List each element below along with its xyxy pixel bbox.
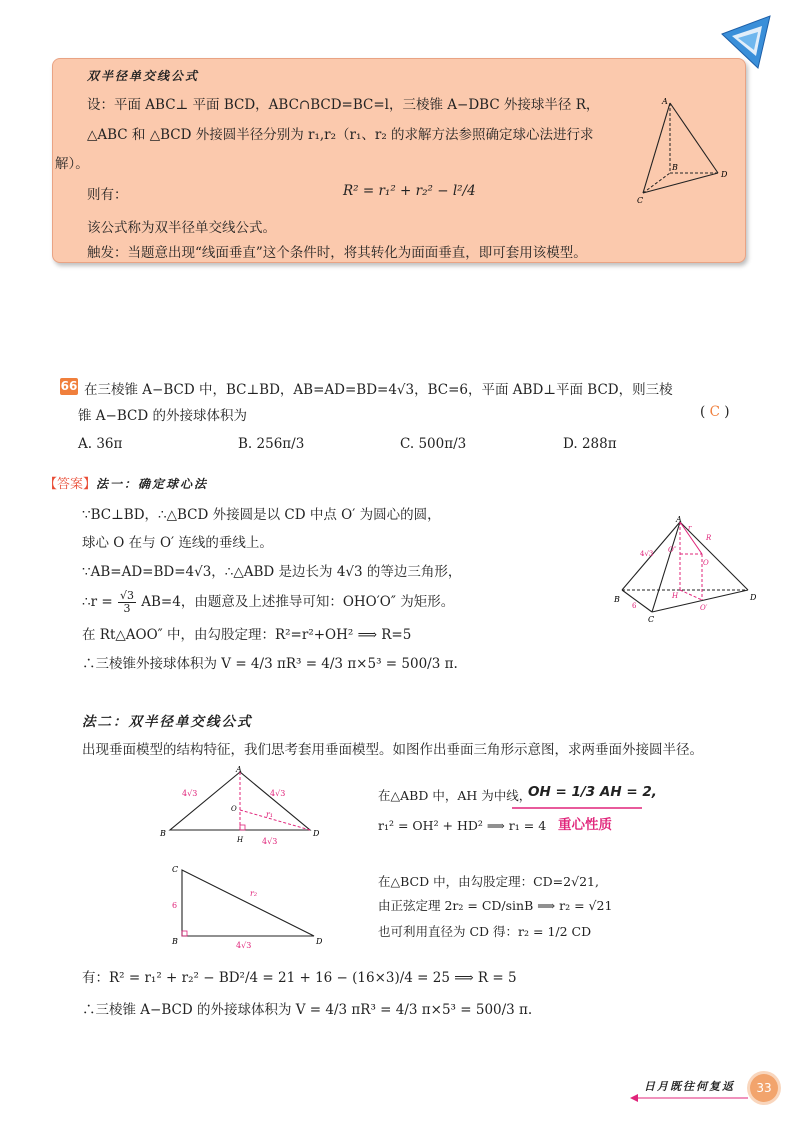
svg-text:C: C [172, 865, 179, 874]
fig1-label-b: B [672, 163, 678, 172]
option-c[interactable]: C. 500π/3 [400, 436, 467, 452]
answer-bracket: ( C ) [700, 404, 730, 420]
question-number: 66 [60, 379, 78, 393]
svg-text:D: D [316, 937, 323, 946]
fig1-label-d: D [721, 170, 728, 179]
note2-b: 由正弦定理 2r₂ = CD/sinB ⟹ r₂ = √21 [378, 898, 613, 913]
note1-c: r₁² = OH² + HD² ⟹ r₁ = 4 [378, 818, 547, 833]
svg-text:H: H [672, 592, 679, 600]
tetrahedron-figure-2 [610, 512, 760, 624]
fig1-label-a: A [662, 97, 668, 106]
sol1-line5: 在 Rt△AOO″ 中，由勾股定理：R²=r²+OH² ⟹ R=5 [82, 627, 412, 643]
formula-title: 双半径单交线公式 [87, 69, 200, 83]
sol1-line6: ∴三棱锥外接球体积为 V = 4/3 πR³ = 4/3 π×5³ = 500/3 π. [82, 656, 458, 672]
svg-text:A: A [236, 765, 242, 774]
svg-text:A: A [676, 515, 682, 524]
svg-text:4√3: 4√3 [236, 941, 252, 950]
svg-text:D: D [313, 829, 320, 838]
svg-text:6: 6 [172, 901, 178, 910]
note1-d: 重心性质 [558, 817, 612, 833]
page-number: 33 [750, 1074, 778, 1102]
svg-text:4√3: 4√3 [640, 550, 654, 558]
note1-b: OH = 1/3 AH = 2, [528, 784, 657, 800]
svg-text:r₂: r₂ [250, 889, 258, 898]
svg-text:r: r [688, 524, 692, 532]
formula-line3: 解）。 [55, 156, 89, 172]
note2-c: 也可利用直径为 CD 得：r₂ = 1/2 CD [378, 924, 592, 939]
svg-text:r₁: r₁ [266, 810, 274, 819]
formula-box [52, 58, 746, 263]
svg-text:4√3: 4√3 [182, 789, 198, 798]
svg-text:6: 6 [632, 602, 637, 610]
option-d[interactable]: D. 288π [563, 436, 617, 452]
formula-line1: 设：平面 ABC⊥ 平面 BCD，ABC∩BCD=BC=l，三棱锥 A−DBC 外接球半径 R， [87, 97, 600, 113]
problem-text-line1: 在三棱锥 A−BCD 中，BC⊥BD，AB=AD=BD=4√3，BC=6，平面 ABD⊥平面 BCD，则三棱 [84, 382, 673, 398]
svg-text:4√3: 4√3 [262, 837, 278, 846]
triangle-abd-figure [156, 764, 336, 848]
svg-text:D: D [750, 593, 757, 602]
fig1-label-c: C [637, 196, 644, 205]
svg-text:R: R [706, 534, 712, 542]
formula-line2: △ABC 和 △BCD 外接圆半径分别为 r₁,r₂（r₁、r₂ 的求解方法参照确定球心法进行求 [87, 127, 594, 143]
solution1-heading: 【答案】法一：确定球心法 [44, 477, 209, 492]
svg-text:O: O [703, 559, 709, 567]
sol1-line1: ∵BC⊥BD，∴△BCD 外接圆是以 CD 中点 O′ 为圆心的圆， [82, 507, 441, 523]
answer-value: C [709, 404, 720, 420]
problem-text-line2: 锥 A−BCD 的外接球体积为 [78, 408, 247, 424]
formula-line4: 则有： [87, 187, 128, 203]
formula-main: R² = r₁² + r₂² − l²/4 [343, 183, 476, 199]
sol2-intro: 出现垂面模型的结构特征，我们思考套用垂面模型。如图作出垂面三角形示意图，求两垂面外接圆半径。 [82, 742, 703, 758]
formula-line5: 该公式称为双半径单交线公式。 [87, 220, 276, 236]
svg-text:C: C [648, 615, 655, 624]
sol1-line4: ∴r = $\frac{√3}{3}$ AB=4，由题意及上述推导可知：OHO′O″ 为矩形。 [82, 589, 455, 615]
solution2-heading: 法二：双半径单交线公式 [82, 714, 253, 730]
sol2-final: ∴三棱锥 A−BCD 的外接球体积为 V = 4/3 πR³ = 4/3 π×5³ = 500/3 π. [82, 1002, 533, 1018]
svg-text:O: O [231, 805, 237, 813]
formula-line6: 触发：当题意出现“线面垂直”这个条件时，将其转化为面面垂直，即可套用该模型。 [87, 245, 587, 261]
svg-text:B: B [614, 595, 620, 604]
option-a[interactable]: A. 36π [78, 436, 123, 452]
svg-text:H: H [237, 836, 244, 844]
footer-slogan: 日月既往何复返 [644, 1080, 735, 1093]
sol2-have: 有：R² = r₁² + r₂² − BD²/4 = 21 + 16 − (16×3)/4 = 25 ⟹ R = 5 [82, 970, 517, 986]
note2-a: 在△BCD 中，由勾股定理：CD=2√21, [378, 874, 599, 889]
sol1-line2: 球心 O 在与 O′ 连线的垂线上。 [82, 535, 273, 551]
triangle-bcd-figure [164, 860, 334, 952]
option-b[interactable]: B. 256π/3 [238, 436, 305, 452]
sol1-line3: ∵AB=AD=BD=4√3，∴△ABD 是边长为 4√3 的等边三角形， [82, 564, 462, 580]
svg-text:O″: O″ [668, 546, 677, 554]
tetrahedron-figure-1 [633, 95, 743, 213]
svg-text:4√3: 4√3 [270, 789, 286, 798]
underline-decoration [512, 806, 644, 810]
svg-text:O′: O′ [700, 604, 708, 612]
note1-a: 在△ABD 中，AH 为中线， [378, 788, 532, 803]
svg-text:B: B [172, 937, 178, 946]
svg-text:B: B [160, 829, 166, 838]
